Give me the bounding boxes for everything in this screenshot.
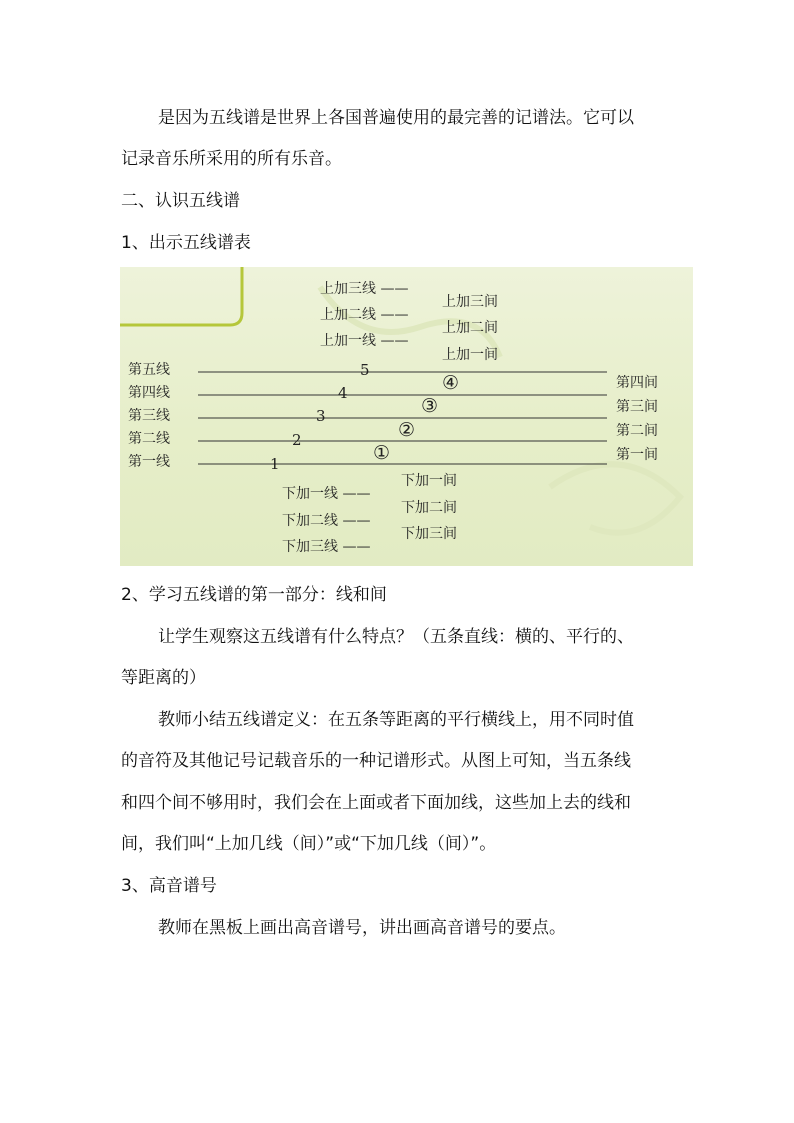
paragraph-1-line-1: 是因为五线谱是世界上各国普遍使用的最完善的记谱法。它可以 [158,108,634,128]
space-number-4: ④ [442,372,460,394]
staff-line-1-label: 第一线 [128,454,170,470]
staff-line-5-label: 第五线 [128,362,170,378]
paragraph-3-line-1: 教师小结五线谱定义：在五条等距离的平行横线上，用不同时值 [158,710,634,730]
space-3-label: 第三间 [616,399,658,415]
staff-diagram-svg [120,267,693,566]
lower-space-2-label: 下加二间 [401,500,457,516]
paragraph-3-line-3: 和四个间不够用时，我们会在上面或者下面加线，这些加上去的线和 [121,793,631,813]
lower-line-1-label: 下加一线 —— [282,486,371,502]
decorative-frame-corner [120,267,242,325]
upper-space-2-label: 上加二间 [442,320,498,336]
lower-line-3-label: 下加三线 —— [282,539,371,555]
list-item-2: 2、学习五线谱的第一部分：线和间 [121,585,387,605]
lower-space-1-label: 下加一间 [401,473,457,489]
list-item-1: 1、出示五线谱表 [121,233,251,253]
space-4-label: 第四间 [616,375,658,391]
space-2-label: 第二间 [616,423,658,439]
lower-space-3-label: 下加三间 [401,526,457,542]
paragraph-4-line-1: 教师在黑板上画出高音谱号，讲出画高音谱号的要点。 [158,918,566,938]
upper-space-3-label: 上加三间 [442,294,498,310]
line-number-5: 5 [360,361,370,379]
space-number-1: ① [373,442,391,464]
paragraph-3-line-2: 的音符及其他记号记载音乐的一种记谱形式。从图上可知，当五条线 [121,751,631,771]
upper-line-2-label: 上加二线 —— [320,307,409,323]
space-1-label: 第一间 [616,447,658,463]
list-item-3: 3、高音谱号 [121,876,217,896]
lower-line-2-label: 下加二线 —— [282,513,371,529]
line-number-3: 3 [316,407,326,425]
staff-line-3-label: 第三线 [128,408,170,424]
staff-line-4-label: 第四线 [128,385,170,401]
line-number-4: 4 [338,384,348,402]
staff-diagram [120,267,693,566]
paragraph-3-line-4: 间，我们叫“上加几线（间）”或“下加几线（间）”。 [121,834,497,854]
upper-line-1-label: 上加一线 —— [320,333,409,349]
decorative-swirl-2 [550,464,680,532]
staff-line-2-label: 第二线 [128,431,170,447]
section-heading-2: 二、认识五线谱 [121,191,240,211]
paragraph-2-line-1: 让学生观察这五线谱有什么特点？（五条直线：横的、平行的、 [158,627,634,647]
space-number-3: ③ [421,395,439,417]
space-number-2: ② [398,419,416,441]
paragraph-1-line-2: 记录音乐所采用的所有乐音。 [121,149,342,169]
line-number-1: 1 [270,455,280,473]
upper-line-3-label: 上加三线 —— [320,281,409,297]
paragraph-2-line-2: 等距离的） [121,668,206,688]
upper-space-1-label: 上加一间 [442,347,498,363]
line-number-2: 2 [292,431,302,449]
